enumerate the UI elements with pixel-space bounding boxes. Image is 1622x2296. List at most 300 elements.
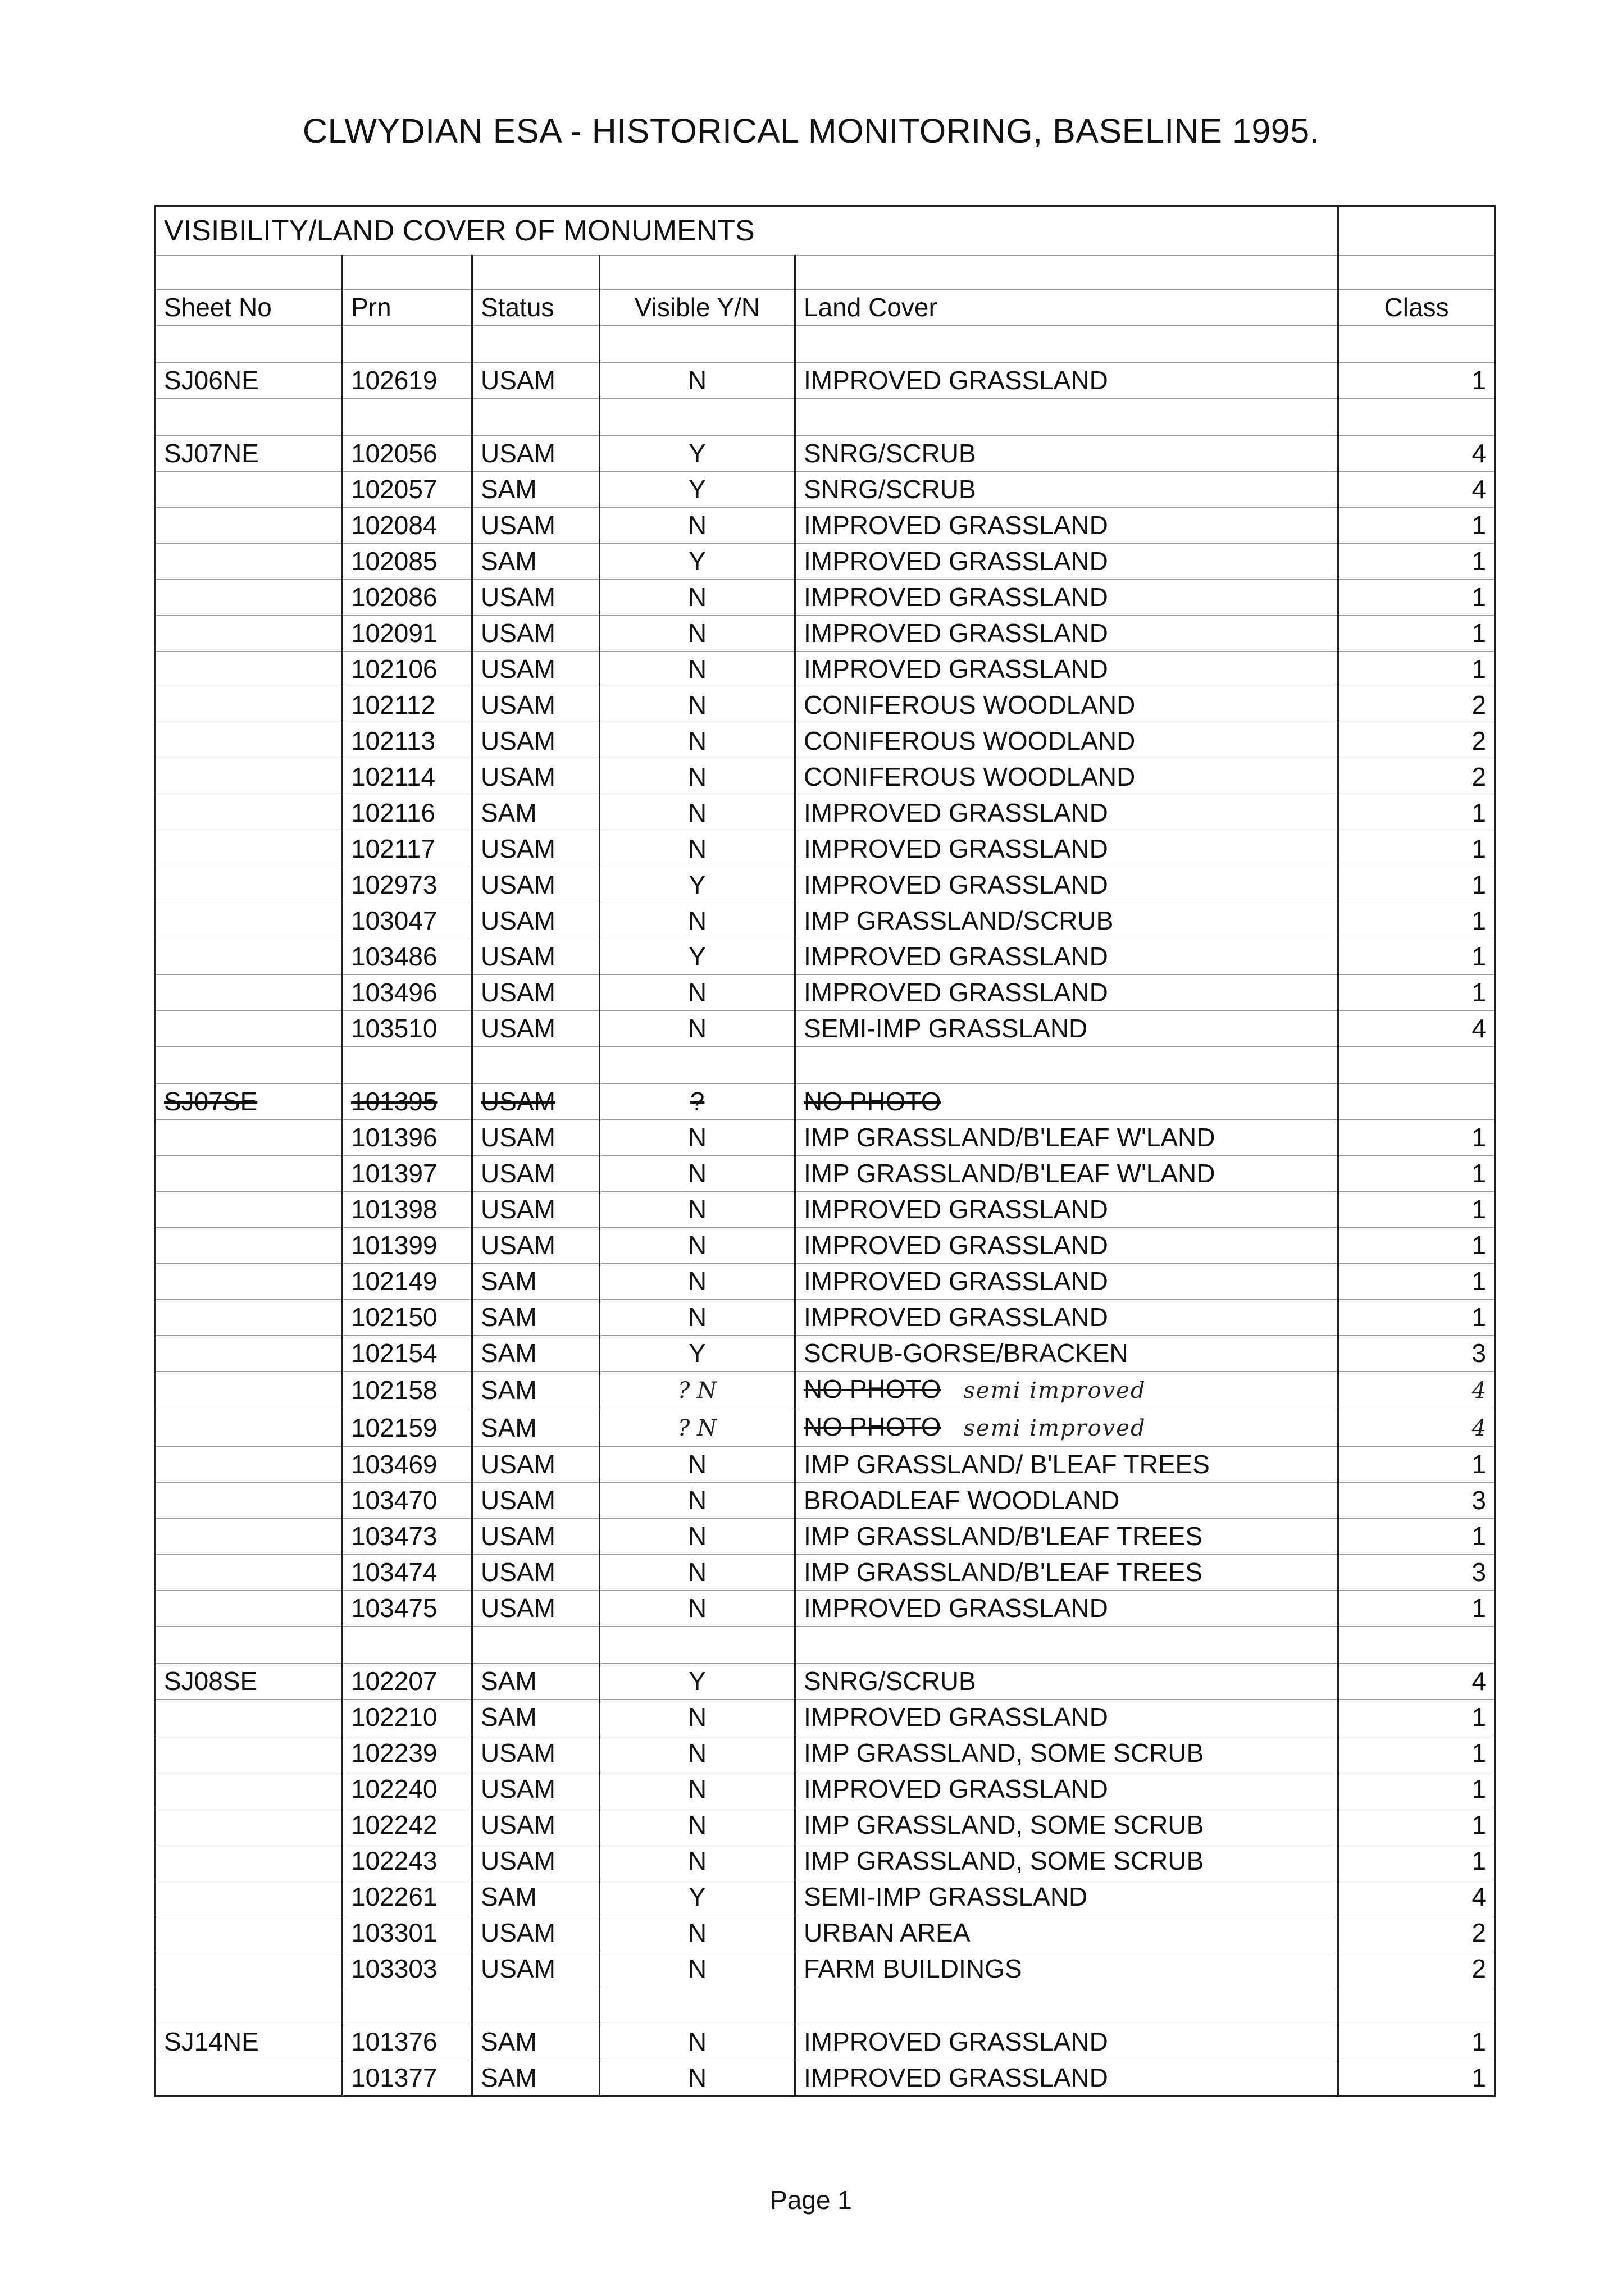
cell-sheet-no — [156, 436, 343, 472]
cell-sheet-no — [156, 1807, 343, 1843]
cell-class-text: 3 — [1471, 1338, 1487, 1368]
cell-class-text: 2 — [1471, 1918, 1487, 1947]
cell-prn-text: 103474 — [351, 1557, 438, 1587]
cell-prn — [343, 1915, 472, 1951]
cell-land-cover-text: FARM BUILDINGS — [804, 1954, 1022, 1983]
cell-prn — [343, 652, 472, 687]
cell-prn-text: 102084 — [351, 511, 438, 540]
cell-visible — [600, 544, 795, 580]
page-title: CLWYDIAN ESA - HISTORICAL MONITORING, BASELINE 1995. — [302, 112, 1320, 150]
cell-visible — [600, 939, 795, 975]
cell-visible-text: N — [687, 1774, 707, 1803]
cell-prn-text: 102150 — [351, 1302, 438, 1332]
table-row — [156, 544, 1495, 580]
cell-class-text: 2 — [1471, 726, 1487, 755]
table-row — [156, 1084, 1495, 1120]
table-row — [156, 363, 1495, 399]
cell-land-cover — [795, 759, 1338, 795]
table-row — [156, 759, 1495, 795]
cell-prn — [343, 1447, 472, 1483]
cell-prn — [343, 831, 472, 867]
cell-status — [472, 1951, 600, 1987]
cell-sheet-no — [156, 508, 343, 544]
cell-sheet-no — [156, 1664, 343, 1700]
cell-class — [1338, 616, 1495, 652]
cell-class — [1338, 1951, 1495, 1987]
cell-land-cover — [795, 2024, 1338, 2060]
cell-prn-text: 102242 — [351, 1810, 438, 1839]
cell-visible — [600, 903, 795, 939]
cell-class — [1338, 759, 1495, 795]
cell-prn-text: 102240 — [351, 1774, 438, 1803]
table-row — [156, 1735, 1495, 1771]
cell-class — [1338, 1843, 1495, 1879]
cell-land-cover-text: IMPROVED GRASSLAND — [804, 798, 1108, 827]
cell-land-cover-text: IMPROVED GRASSLAND — [804, 1195, 1108, 1224]
cell-class — [1338, 1156, 1495, 1192]
cell-class — [1338, 2024, 1495, 2060]
cell-status — [472, 723, 600, 759]
cell-land-cover — [795, 436, 1338, 472]
cell-land-cover-text: IMPROVED GRASSLAND — [804, 618, 1108, 648]
cell-prn — [343, 580, 472, 616]
cell-land-cover — [795, 1372, 1338, 1409]
cell-land-cover-text: SNRG/SCRUB — [804, 1666, 976, 1696]
cell-class — [1338, 1447, 1495, 1483]
cell-visible-text: N — [687, 1450, 707, 1479]
cell-prn-text: 103475 — [351, 1593, 438, 1623]
cell-class-text: 2 — [1471, 762, 1487, 791]
cell-status — [472, 1156, 600, 1192]
table-caption-row — [156, 206, 1495, 256]
cell-land-cover — [795, 1915, 1338, 1951]
table-row — [156, 472, 1495, 508]
cell-class-text: 2 — [1471, 690, 1487, 719]
spacer-row — [156, 1987, 1495, 2024]
cell-prn-text: 103470 — [351, 1486, 438, 1515]
cell-status-text: USAM — [481, 942, 555, 971]
cell-prn-text: 102207 — [351, 1666, 438, 1696]
cell-land-cover — [795, 2060, 1338, 2097]
table-row — [156, 1011, 1495, 1047]
cell-class — [1338, 939, 1495, 975]
cell-land-cover-text: IMPROVED GRASSLAND — [804, 1267, 1108, 1296]
cell-land-cover-text: IMP GRASSLAND, SOME SCRUB — [804, 1846, 1204, 1875]
cell-status-text: USAM — [481, 690, 555, 719]
cell-sheet-no — [156, 867, 343, 903]
cell-status — [472, 1555, 600, 1591]
cell-status — [472, 2060, 600, 2097]
cell-visible-text: N — [687, 2063, 707, 2092]
cell-status-text: USAM — [481, 978, 555, 1007]
cell-visible-text: N — [687, 1954, 707, 1983]
cell-prn-text: 101376 — [351, 2027, 438, 2056]
cell-visible-text: N — [687, 1593, 707, 1623]
cell-prn-text: 103473 — [351, 1521, 438, 1551]
cell-sheet-no — [156, 1011, 343, 1047]
cell-visible — [600, 1843, 795, 1879]
cell-status — [472, 436, 600, 472]
cell-class — [1338, 1735, 1495, 1771]
cell-status — [472, 867, 600, 903]
cell-prn-text: 103510 — [351, 1014, 438, 1043]
cell-visible — [600, 867, 795, 903]
caption-blank-cell — [1338, 206, 1495, 256]
cell-sheet-no — [156, 687, 343, 723]
cell-class-text: 4 — [1471, 1882, 1487, 1911]
cell-land-cover-text: IMPROVED GRASSLAND — [804, 942, 1108, 971]
cell-land-cover — [795, 1409, 1338, 1447]
cell-visible-text: Y — [689, 1666, 706, 1696]
cell-land-cover-text: IMP GRASSLAND, SOME SCRUB — [804, 1738, 1204, 1767]
cell-prn — [343, 436, 472, 472]
cell-visible-text: N — [687, 511, 707, 540]
cell-class — [1338, 687, 1495, 723]
cell-prn — [343, 1735, 472, 1771]
cell-visible-text: N — [687, 1123, 707, 1152]
cell-visible-text: N — [687, 1918, 707, 1947]
cell-class-text: 1 — [1471, 1774, 1487, 1803]
table-row — [156, 1951, 1495, 1987]
cell-status — [472, 831, 600, 867]
table-row — [156, 1591, 1495, 1627]
cell-prn — [343, 975, 472, 1011]
table-row — [156, 1771, 1495, 1807]
cell-sheet-no — [156, 652, 343, 687]
cell-status-text: USAM — [481, 1593, 555, 1623]
cell-prn-text: 102113 — [351, 726, 436, 755]
cell-sheet-no — [156, 1519, 343, 1555]
cell-land-cover — [795, 1879, 1338, 1915]
cell-class-text: 1 — [1471, 906, 1487, 935]
cell-status — [472, 544, 600, 580]
cell-status-text: USAM — [481, 511, 555, 540]
cell-sheet-no — [156, 1447, 343, 1483]
table-row — [156, 939, 1495, 975]
cell-land-cover — [795, 1120, 1338, 1156]
cell-prn — [343, 1228, 472, 1264]
cell-class-text: 1 — [1471, 978, 1487, 1007]
cell-prn-text: 102112 — [351, 690, 436, 719]
cell-land-cover-text: SEMI-IMP GRASSLAND — [804, 1882, 1088, 1911]
cell-class — [1338, 1519, 1495, 1555]
cell-status — [472, 363, 600, 399]
cell-sheet-no — [156, 544, 343, 580]
cell-visible — [600, 1409, 795, 1447]
cell-land-cover — [795, 472, 1338, 508]
cell-status — [472, 1700, 600, 1735]
cell-status — [472, 903, 600, 939]
cell-class-text: 1 — [1471, 582, 1487, 612]
cell-class — [1338, 903, 1495, 939]
cell-prn — [343, 508, 472, 544]
cell-prn — [343, 1336, 472, 1372]
cell-prn — [343, 1591, 472, 1627]
cell-class-text: 4 — [1471, 475, 1487, 504]
cell-sheet-no — [156, 1771, 343, 1807]
cell-land-cover — [795, 1807, 1338, 1843]
cell-sheet-no-text: SJ06NE — [164, 366, 259, 395]
cell-status-text: USAM — [481, 1450, 555, 1479]
cell-land-cover — [795, 723, 1338, 759]
cell-prn — [343, 1156, 472, 1192]
cell-status — [472, 1300, 600, 1336]
cell-visible — [600, 1771, 795, 1807]
cell-land-cover-text: CONIFEROUS WOODLAND — [804, 762, 1136, 791]
cell-land-cover-text: BROADLEAF WOODLAND — [804, 1486, 1120, 1515]
handwritten-note: semi improved — [963, 1415, 1146, 1441]
cell-status-text: USAM — [481, 1738, 555, 1767]
cell-status — [472, 1120, 600, 1156]
cell-sheet-no — [156, 831, 343, 867]
table-row — [156, 1372, 1495, 1409]
cell-visible-text: N — [687, 654, 707, 684]
cell-sheet-no — [156, 580, 343, 616]
cell-visible — [600, 975, 795, 1011]
cell-class — [1338, 975, 1495, 1011]
cell-prn-text: 101396 — [351, 1123, 438, 1152]
cell-land-cover-text: SCRUB-GORSE/BRACKEN — [804, 1338, 1128, 1368]
cell-class-text: 1 — [1471, 1231, 1487, 1260]
table-row — [156, 1300, 1495, 1336]
cell-visible — [600, 723, 795, 759]
cell-status-text: SAM — [481, 1413, 537, 1442]
cell-status — [472, 1879, 600, 1915]
cell-status — [472, 1409, 600, 1447]
cell-sheet-no — [156, 723, 343, 759]
cell-land-cover-text: IMPROVED GRASSLAND — [804, 1774, 1108, 1803]
cell-sheet-no — [156, 1300, 343, 1336]
table-row — [156, 1483, 1495, 1519]
cell-class-text: 4 — [1471, 439, 1487, 468]
cell-land-cover — [795, 1843, 1338, 1879]
cell-land-cover — [795, 1228, 1338, 1264]
cell-prn-text: 101399 — [351, 1231, 438, 1260]
header-land-cover: Land Cover — [795, 290, 1338, 326]
cell-prn — [343, 903, 472, 939]
cell-class-text: 1 — [1471, 2063, 1487, 2092]
cell-visible — [600, 1807, 795, 1843]
cell-class — [1338, 723, 1495, 759]
cell-prn — [343, 616, 472, 652]
cell-class — [1338, 1120, 1495, 1156]
cell-visible — [600, 1120, 795, 1156]
cell-prn — [343, 1700, 472, 1735]
cell-class-text: 3 — [1471, 1486, 1487, 1515]
spacer-row — [156, 1047, 1495, 1084]
cell-land-cover — [795, 939, 1338, 975]
cell-class — [1338, 1409, 1495, 1447]
cell-land-cover — [795, 1664, 1338, 1700]
cell-prn — [343, 472, 472, 508]
cell-prn — [343, 723, 472, 759]
cell-status-text: SAM — [481, 1338, 537, 1368]
cell-visible — [600, 1447, 795, 1483]
cell-land-cover-text: IMP GRASSLAND/SCRUB — [804, 906, 1114, 935]
cell-land-cover-text: IMP GRASSLAND/ B'LEAF TREES — [804, 1450, 1210, 1479]
cell-visible — [600, 508, 795, 544]
cell-prn-text: 101377 — [351, 2063, 438, 2092]
cell-visible-text: N — [687, 366, 707, 395]
cell-visible-text: N — [687, 1231, 707, 1260]
cell-prn — [343, 1084, 472, 1120]
cell-land-cover — [795, 831, 1338, 867]
cell-sheet-no — [156, 1951, 343, 1987]
cell-prn — [343, 2024, 472, 2060]
cell-land-cover — [795, 1700, 1338, 1735]
cell-prn — [343, 1011, 472, 1047]
cell-sheet-no-text: SJ14NE — [164, 2027, 259, 2056]
cell-visible — [600, 759, 795, 795]
cell-land-cover — [795, 1447, 1338, 1483]
cell-land-cover-text: NO PHOTO — [804, 1087, 941, 1116]
cell-visible-text: N — [687, 726, 707, 755]
cell-visible — [600, 363, 795, 399]
cell-status-text: SAM — [481, 798, 537, 827]
cell-class — [1338, 1228, 1495, 1264]
cell-status-text: USAM — [481, 870, 555, 899]
cell-land-cover-text: IMPROVED GRASSLAND — [804, 582, 1108, 612]
cell-prn — [343, 1951, 472, 1987]
cell-prn-text: 102159 — [351, 1413, 438, 1442]
cell-prn-text: 102106 — [351, 654, 438, 684]
cell-visible — [600, 472, 795, 508]
cell-sheet-no — [156, 1192, 343, 1228]
cell-class — [1338, 1336, 1495, 1372]
cell-visible-text: Y — [689, 870, 706, 899]
cell-sheet-no — [156, 1700, 343, 1735]
cell-visible — [600, 1555, 795, 1591]
cell-class-text: 1 — [1471, 618, 1487, 648]
cell-sheet-no — [156, 1336, 343, 1372]
cell-class-text: 1 — [1471, 1123, 1487, 1152]
cell-visible-text: N — [687, 906, 707, 935]
cell-status — [472, 1372, 600, 1409]
cell-class-text: 1 — [1471, 654, 1487, 684]
cell-prn — [343, 544, 472, 580]
cell-status-text: USAM — [481, 366, 555, 395]
cell-class-text: 1 — [1471, 1302, 1487, 1332]
cell-sheet-no — [156, 1372, 343, 1409]
cell-class-text: 1 — [1471, 942, 1487, 971]
cell-status — [472, 616, 600, 652]
table-row — [156, 1555, 1495, 1591]
cell-land-cover — [795, 1735, 1338, 1771]
cell-status-text: SAM — [481, 475, 537, 504]
cell-status — [472, 1807, 600, 1843]
cell-class-text: 1 — [1471, 511, 1487, 540]
cell-class — [1338, 1807, 1495, 1843]
cell-class-text: 1 — [1471, 1450, 1487, 1479]
cell-class — [1338, 1700, 1495, 1735]
cell-prn — [343, 1300, 472, 1336]
cell-prn — [343, 795, 472, 831]
cell-sheet-no — [156, 1735, 343, 1771]
table-row — [156, 1409, 1495, 1447]
cell-prn-text: 102243 — [351, 1846, 438, 1875]
cell-class-text: 3 — [1471, 1557, 1487, 1587]
cell-land-cover — [795, 508, 1338, 544]
cell-status — [472, 1915, 600, 1951]
cell-status-text: USAM — [481, 654, 555, 684]
table-row — [156, 1700, 1495, 1735]
cell-land-cover-text: IMP GRASSLAND/B'LEAF TREES — [804, 1521, 1203, 1551]
header-prn: Prn — [343, 290, 472, 326]
cell-land-cover-text: IMPROVED GRASSLAND — [804, 834, 1108, 863]
table-row — [156, 795, 1495, 831]
cell-status — [472, 1264, 600, 1300]
cell-prn-text: 102261 — [351, 1882, 438, 1911]
cell-sheet-no — [156, 759, 343, 795]
cell-status — [472, 939, 600, 975]
cell-prn — [343, 1807, 472, 1843]
cell-visible — [600, 2024, 795, 2060]
cell-land-cover — [795, 903, 1338, 939]
cell-land-cover-text: URBAN AREA — [804, 1918, 971, 1947]
cell-status-text: USAM — [481, 906, 555, 935]
cell-land-cover-text: IMPROVED GRASSLAND — [804, 1702, 1108, 1732]
cell-status-text: USAM — [481, 762, 555, 791]
cell-visible-text: Y — [689, 546, 706, 576]
table-row — [156, 831, 1495, 867]
cell-land-cover — [795, 544, 1338, 580]
table-row — [156, 1228, 1495, 1264]
cell-prn-text: 102210 — [351, 1702, 438, 1732]
table-row — [156, 1264, 1495, 1300]
cell-status-text: USAM — [481, 439, 555, 468]
cell-sheet-no — [156, 1915, 343, 1951]
cell-prn — [343, 363, 472, 399]
cell-class-text: 1 — [1471, 1267, 1487, 1296]
cell-visible — [600, 1192, 795, 1228]
cell-status-text: USAM — [481, 726, 555, 755]
table-row — [156, 1519, 1495, 1555]
cell-visible — [600, 1372, 795, 1409]
cell-land-cover-text: IMP GRASSLAND/B'LEAF W'LAND — [804, 1123, 1215, 1152]
cell-land-cover — [795, 1264, 1338, 1300]
cell-visible — [600, 1915, 795, 1951]
cell-class-text: 1 — [1471, 1702, 1487, 1732]
cell-sheet-no — [156, 1591, 343, 1627]
cell-status-text: USAM — [481, 1486, 555, 1515]
cell-visible-text: N — [687, 618, 707, 648]
cell-land-cover — [795, 363, 1338, 399]
table-row — [156, 436, 1495, 472]
cell-sheet-no — [156, 472, 343, 508]
cell-land-cover-text: CONIFEROUS WOODLAND — [804, 726, 1136, 755]
cell-land-cover — [795, 1951, 1338, 1987]
cell-class — [1338, 831, 1495, 867]
cell-status — [472, 2024, 600, 2060]
cell-visible-text: N — [687, 1521, 707, 1551]
cell-status — [472, 1228, 600, 1264]
cell-land-cover — [795, 1300, 1338, 1336]
cell-class — [1338, 1192, 1495, 1228]
cell-class — [1338, 1915, 1495, 1951]
cell-land-cover — [795, 687, 1338, 723]
cell-visible — [600, 436, 795, 472]
cell-sheet-no — [156, 1843, 343, 1879]
cell-land-cover-text: CONIFEROUS WOODLAND — [804, 690, 1136, 719]
cell-land-cover — [795, 580, 1338, 616]
cell-prn — [343, 1771, 472, 1807]
table-row — [156, 1336, 1495, 1372]
cell-prn — [343, 687, 472, 723]
spacer-row — [156, 256, 1495, 290]
cell-land-cover — [795, 1192, 1338, 1228]
header-visible: Visible Y/N — [600, 290, 795, 326]
cell-status — [472, 580, 600, 616]
